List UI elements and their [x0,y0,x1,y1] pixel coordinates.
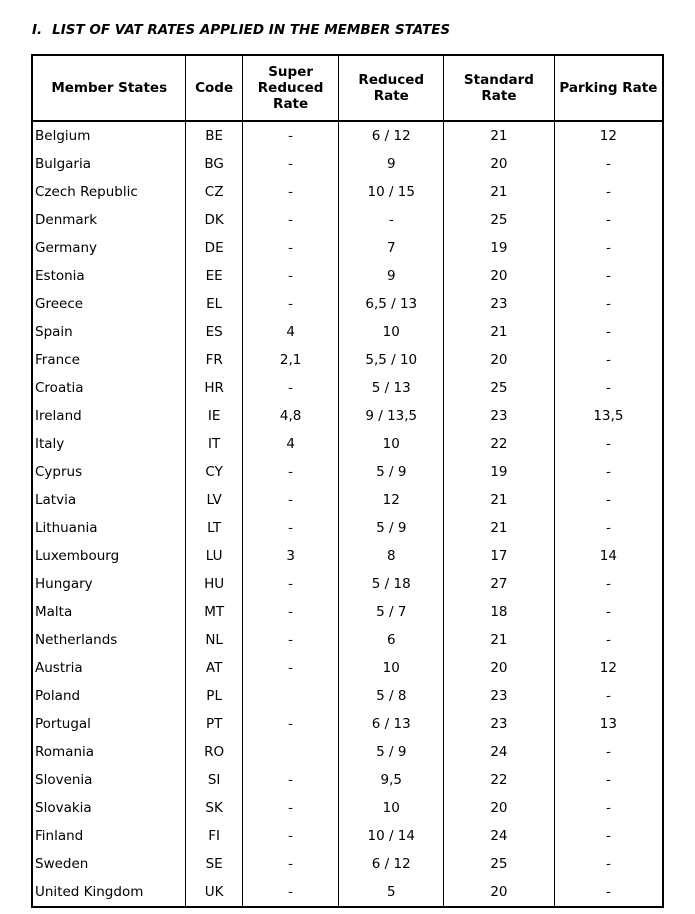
code-cell: HU [186,570,242,598]
parking-rate-cell: - [554,570,663,598]
super-reduced-rate-cell: - [242,766,339,794]
member-state-cell: Sweden [32,850,186,878]
code-cell: FI [186,822,242,850]
super-reduced-rate-cell: - [242,822,339,850]
table-row [32,346,663,374]
code-cell: BG [186,150,242,178]
code-cell: SK [186,794,242,822]
table-body [32,121,663,907]
standard-rate-cell: 21 [444,318,555,346]
parking-rate-cell: 14 [554,542,663,570]
standard-rate-cell: 20 [444,878,555,907]
code-cell: LU [186,542,242,570]
standard-rate-cell: 22 [444,766,555,794]
super-reduced-rate-cell: - [242,290,339,318]
header-parking-rate: Parking Rate [554,55,663,121]
parking-rate-cell: - [554,206,663,234]
parking-rate-cell: - [554,290,663,318]
code-cell: CY [186,458,242,486]
super-reduced-rate-cell: - [242,206,339,234]
standard-rate-cell: 20 [444,262,555,290]
reduced-rate-cell: 6 / 13 [339,710,444,738]
super-reduced-rate-cell: - [242,486,339,514]
super-reduced-rate-cell: - [242,626,339,654]
parking-rate-cell: - [554,626,663,654]
member-state-cell: Croatia [32,374,186,402]
standard-rate-cell: 23 [444,710,555,738]
code-cell: PL [186,682,242,710]
parking-rate-cell: - [554,262,663,290]
reduced-rate-cell: 8 [339,542,444,570]
parking-rate-cell: - [554,486,663,514]
table-row [32,262,663,290]
code-cell: EE [186,262,242,290]
parking-rate-cell: - [554,598,663,626]
parking-rate-cell: 13 [554,710,663,738]
reduced-rate-cell: 10 / 15 [339,178,444,206]
table-row [32,794,663,822]
reduced-rate-cell: 9 / 13,5 [339,402,444,430]
table-row [32,430,663,458]
parking-rate-cell: - [554,794,663,822]
table-row [32,766,663,794]
code-cell: NL [186,626,242,654]
header-member-states: Member States [32,55,186,121]
parking-rate-cell: - [554,430,663,458]
table-row [32,121,663,150]
standard-rate-cell: 23 [444,402,555,430]
member-state-cell: Lithuania [32,514,186,542]
reduced-rate-cell: 5,5 / 10 [339,346,444,374]
section-number: I. [32,22,43,38]
standard-rate-cell: 20 [444,346,555,374]
super-reduced-rate-cell: 2,1 [242,346,339,374]
standard-rate-cell: 24 [444,822,555,850]
code-cell: HR [186,374,242,402]
table-row [32,514,663,542]
code-cell: MT [186,598,242,626]
code-cell: CZ [186,178,242,206]
reduced-rate-cell: 10 / 14 [339,822,444,850]
reduced-rate-cell: 9,5 [339,766,444,794]
reduced-rate-cell: 6 [339,626,444,654]
document-title [32,22,450,38]
member-state-cell: Cyprus [32,458,186,486]
parking-rate-cell: 13,5 [554,402,663,430]
table-row [32,710,663,738]
standard-rate-cell: 27 [444,570,555,598]
parking-rate-cell: - [554,458,663,486]
parking-rate-cell: - [554,682,663,710]
header-code: Code [186,55,242,121]
code-cell: BE [186,121,242,150]
standard-rate-cell: 22 [444,430,555,458]
section-heading: LIST OF VAT RATES APPLIED IN THE MEMBER STATES [52,22,451,38]
parking-rate-cell: - [554,178,663,206]
member-state-cell: Spain [32,318,186,346]
parking-rate-cell: - [554,234,663,262]
member-state-cell: Bulgaria [32,150,186,178]
reduced-rate-cell: - [339,206,444,234]
parking-rate-cell: - [554,822,663,850]
member-state-cell: Ireland [32,402,186,430]
reduced-rate-cell: 6 / 12 [339,850,444,878]
super-reduced-rate-cell: - [242,710,339,738]
member-state-cell: Slovenia [32,766,186,794]
table-row [32,290,663,318]
reduced-rate-cell: 5 / 18 [339,570,444,598]
reduced-rate-cell: 10 [339,794,444,822]
table-row [32,402,663,430]
super-reduced-rate-cell: - [242,234,339,262]
super-reduced-rate-cell: - [242,121,339,150]
member-state-cell: Romania [32,738,186,766]
reduced-rate-cell: 10 [339,318,444,346]
super-reduced-rate-cell: - [242,654,339,682]
parking-rate-cell: - [554,374,663,402]
super-reduced-rate-cell: 3 [242,542,339,570]
table-row [32,458,663,486]
parking-rate-cell: - [554,318,663,346]
code-cell: LT [186,514,242,542]
table-row [32,234,663,262]
table-row [32,598,663,626]
table-row [32,822,663,850]
reduced-rate-cell: 5 / 13 [339,374,444,402]
table-row [32,878,663,907]
member-state-cell: Italy [32,430,186,458]
reduced-rate-cell: 6,5 / 13 [339,290,444,318]
code-cell: UK [186,878,242,907]
member-state-cell: Portugal [32,710,186,738]
reduced-rate-cell: 6 / 12 [339,121,444,150]
reduced-rate-cell: 12 [339,486,444,514]
table-row [32,374,663,402]
standard-rate-cell: 21 [444,121,555,150]
code-cell: IE [186,402,242,430]
standard-rate-cell: 18 [444,598,555,626]
code-cell: AT [186,654,242,682]
standard-rate-cell: 21 [444,486,555,514]
standard-rate-cell: 17 [444,542,555,570]
standard-rate-cell: 21 [444,626,555,654]
table-row [32,178,663,206]
super-reduced-rate-cell: - [242,150,339,178]
reduced-rate-cell: 5 / 9 [339,738,444,766]
parking-rate-cell: 12 [554,654,663,682]
member-state-cell: Austria [32,654,186,682]
standard-rate-cell: 21 [444,178,555,206]
standard-rate-cell: 25 [444,850,555,878]
standard-rate-cell: 20 [444,654,555,682]
table-row [32,318,663,346]
parking-rate-cell: - [554,878,663,907]
standard-rate-cell: 19 [444,234,555,262]
table-row [32,738,663,766]
table-row [32,150,663,178]
parking-rate-cell: - [554,346,663,374]
code-cell: PT [186,710,242,738]
code-cell: DE [186,234,242,262]
standard-rate-cell: 20 [444,794,555,822]
member-state-cell: Czech Republic [32,178,186,206]
member-state-cell: United Kingdom [32,878,186,907]
reduced-rate-cell: 5 / 9 [339,514,444,542]
super-reduced-rate-cell: - [242,458,339,486]
parking-rate-cell: - [554,850,663,878]
code-cell: LV [186,486,242,514]
reduced-rate-cell: 5 / 9 [339,458,444,486]
parking-rate-cell: 12 [554,121,663,150]
member-state-cell: France [32,346,186,374]
code-cell: DK [186,206,242,234]
member-state-cell: Poland [32,682,186,710]
member-state-cell: Latvia [32,486,186,514]
super-reduced-rate-cell: - [242,794,339,822]
member-state-cell: Estonia [32,262,186,290]
standard-rate-cell: 24 [444,738,555,766]
parking-rate-cell: - [554,514,663,542]
reduced-rate-cell: 5 [339,878,444,907]
table-header-row [32,55,663,121]
member-state-cell: Finland [32,822,186,850]
member-state-cell: Belgium [32,121,186,150]
code-cell: IT [186,430,242,458]
member-state-cell: Germany [32,234,186,262]
header-super-reduced-rate: Super Reduced Rate [242,55,339,121]
super-reduced-rate-cell: - [242,570,339,598]
super-reduced-rate-cell: 4 [242,430,339,458]
code-cell: SE [186,850,242,878]
member-state-cell: Hungary [32,570,186,598]
reduced-rate-cell: 7 [339,234,444,262]
header-standard-rate: Standard Rate [444,55,555,121]
parking-rate-cell: - [554,738,663,766]
super-reduced-rate-cell: - [242,878,339,907]
table-row [32,570,663,598]
code-cell: FR [186,346,242,374]
member-state-cell: Netherlands [32,626,186,654]
code-cell: ES [186,318,242,346]
reduced-rate-cell: 10 [339,654,444,682]
reduced-rate-cell: 9 [339,150,444,178]
table-row [32,626,663,654]
table-row [32,206,663,234]
member-state-cell: Greece [32,290,186,318]
super-reduced-rate-cell: 4,8 [242,402,339,430]
super-reduced-rate-cell [242,682,339,710]
code-cell: EL [186,290,242,318]
standard-rate-cell: 21 [444,514,555,542]
parking-rate-cell: - [554,766,663,794]
table-row [32,654,663,682]
super-reduced-rate-cell [242,738,339,766]
table-row [32,850,663,878]
super-reduced-rate-cell: - [242,262,339,290]
standard-rate-cell: 23 [444,290,555,318]
reduced-rate-cell: 5 / 8 [339,682,444,710]
code-cell: SI [186,766,242,794]
super-reduced-rate-cell: - [242,374,339,402]
super-reduced-rate-cell: - [242,598,339,626]
member-state-cell: Denmark [32,206,186,234]
vat-rates-table [31,54,664,908]
parking-rate-cell: - [554,150,663,178]
header-reduced-rate: Reduced Rate [339,55,444,121]
code-cell: RO [186,738,242,766]
member-state-cell: Slovakia [32,794,186,822]
member-state-cell: Malta [32,598,186,626]
table-row [32,682,663,710]
member-state-cell: Luxembourg [32,542,186,570]
reduced-rate-cell: 5 / 7 [339,598,444,626]
super-reduced-rate-cell: - [242,514,339,542]
reduced-rate-cell: 9 [339,262,444,290]
super-reduced-rate-cell: - [242,850,339,878]
standard-rate-cell: 20 [444,150,555,178]
standard-rate-cell: 23 [444,682,555,710]
table-row [32,542,663,570]
reduced-rate-cell: 10 [339,430,444,458]
standard-rate-cell: 19 [444,458,555,486]
standard-rate-cell: 25 [444,206,555,234]
standard-rate-cell: 25 [444,374,555,402]
table-row [32,486,663,514]
super-reduced-rate-cell: 4 [242,318,339,346]
super-reduced-rate-cell: - [242,178,339,206]
